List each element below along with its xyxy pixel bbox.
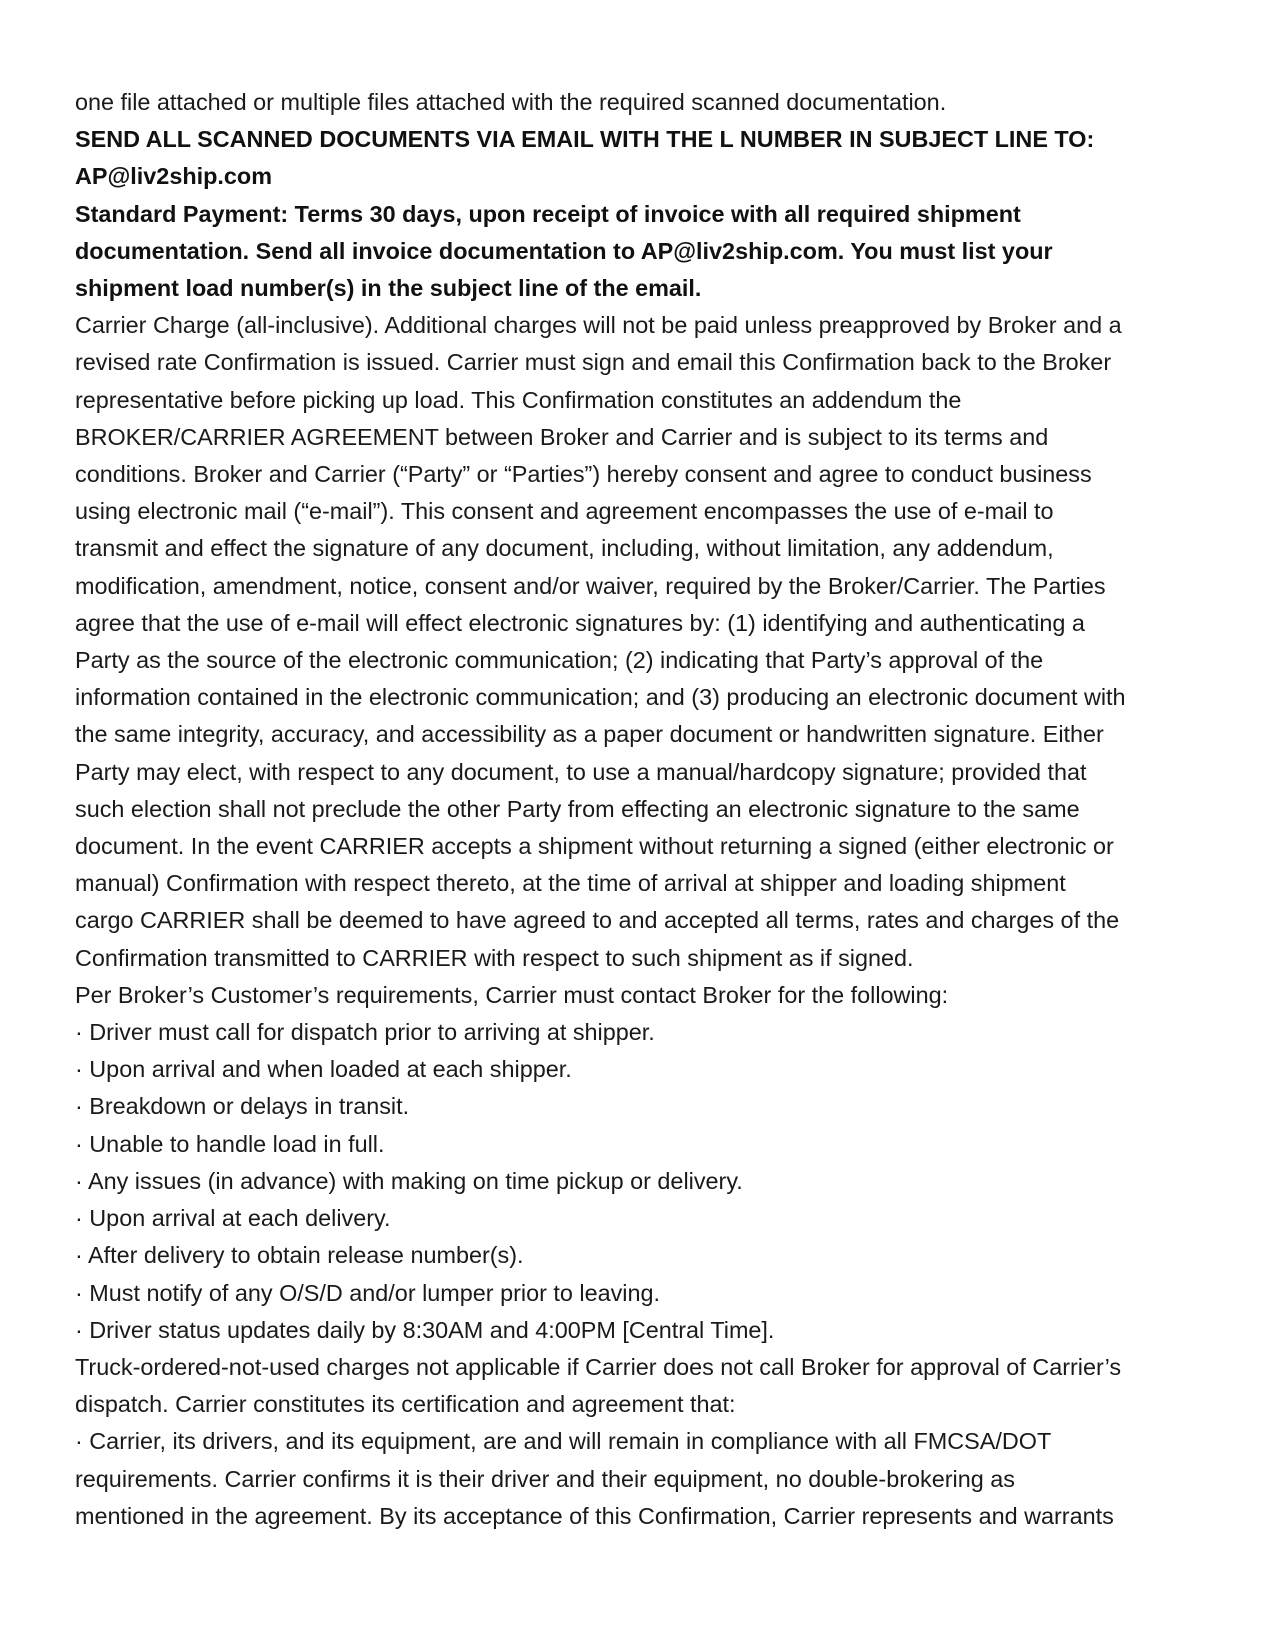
agreement-line: agree that the use of e-mail will effect electronic signatures by: (1) identifying and authenticating a	[75, 609, 1085, 636]
email-address-line: AP@liv2ship.com	[75, 163, 272, 190]
agreement-line: conditions. Broker and Carrier (“Party” or “Parties”) hereby consent and agree to conduct business	[75, 461, 1092, 488]
agreement-line: revised rate Confirmation is issued. Carrier must sign and email this Confirmation back to the Broker	[75, 349, 1112, 376]
closing-line: requirements. Carrier confirms it is their driver and their equipment, no double-brokering as	[75, 1465, 1015, 1492]
agreement-line: representative before picking up load. This Confirmation constitutes an addendum the	[75, 386, 962, 413]
requirement-item: · Driver must call for dispatch prior to arriving at shipper.	[75, 1019, 655, 1046]
agreement-line: such election shall not preclude the other Party from effecting an electronic signature to the same	[75, 795, 1080, 822]
payment-terms-line: Standard Payment: Terms 30 days, upon receipt of invoice with all required shipment	[75, 200, 1021, 227]
agreement-line: the same integrity, accuracy, and accessibility as a paper document or handwritten signature. Either	[75, 721, 1104, 748]
agreement-line: Confirmation transmitted to CARRIER with respect to such shipment as if signed.	[75, 944, 914, 971]
requirement-item: · Upon arrival at each delivery.	[75, 1205, 391, 1232]
requirement-item: · Breakdown or delays in transit.	[75, 1093, 410, 1120]
payment-terms-line: shipment load number(s) in the subject line of the email.	[75, 275, 702, 302]
requirement-item: · After delivery to obtain release number(s).	[75, 1242, 524, 1269]
agreement-paragraph	[75, 307, 1205, 1014]
agreement-line: cargo CARRIER shall be deemed to have agreed to and accepted all terms, rates and charges of the	[75, 907, 1120, 934]
agreement-line: using electronic mail (“e-mail”). This consent and agreement encompasses the use of e-mail to	[75, 498, 1054, 525]
requirement-item: · Upon arrival and when loaded at each shipper.	[75, 1056, 572, 1083]
agreement-line: Carrier Charge (all-inclusive). Additional charges will not be paid unless preapproved by Broker and a	[75, 312, 1122, 339]
closing-line: mentioned in the agreement. By its acceptance of this Confirmation, Carrier represents and warrants	[75, 1502, 1114, 1529]
requirement-item: · Must notify of any O/S/D and/or lumper prior to leaving.	[75, 1279, 661, 1306]
email-instruction-line: SEND ALL SCANNED DOCUMENTS VIA EMAIL WITH THE L NUMBER IN SUBJECT LINE TO:	[75, 126, 1095, 153]
agreement-line: document. In the event CARRIER accepts a shipment without returning a signed (either electronic or	[75, 833, 1114, 860]
requirements-intro-line: Per Broker’s Customer’s requirements, Carrier must contact Broker for the following:	[75, 981, 949, 1008]
agreement-line: information contained in the electronic communication; and (3) producing an electronic document with	[75, 684, 1126, 711]
closing-paragraph	[75, 1349, 1205, 1535]
document-page	[75, 84, 1205, 1535]
requirement-item: · Unable to handle load in full.	[75, 1130, 385, 1157]
requirement-item: · Driver status updates daily by 8:30AM and 4:00PM [Central Time].	[75, 1316, 775, 1343]
payment-terms-line: documentation. Send all invoice documentation to AP@liv2ship.com. You must list your	[75, 237, 1053, 264]
agreement-line: modification, amendment, notice, consent and/or waiver, required by the Broker/Carrier. The Parties	[75, 572, 1106, 599]
requirements-list	[75, 1014, 1205, 1349]
agreement-line: transmit and effect the signature of any document, including, without limitation, any addendum,	[75, 535, 1054, 562]
intro-line: one file attached or multiple files attached with the required scanned documentation.	[75, 89, 947, 115]
closing-line: dispatch. Carrier constitutes its certification and agreement that:	[75, 1391, 736, 1418]
agreement-line: manual) Confirmation with respect thereto, at the time of arrival at shipper and loading shipment	[75, 870, 1066, 897]
agreement-line: BROKER/CARRIER AGREEMENT between Broker and Carrier and is subject to its terms and	[75, 423, 1049, 450]
agreement-line: Party may elect, with respect to any document, to use a manual/hardcopy signature; provided that	[75, 758, 1087, 785]
requirement-item: · Any issues (in advance) with making on time pickup or delivery.	[75, 1167, 743, 1194]
bold-instructions	[75, 121, 1205, 307]
closing-line: Truck-ordered-not-used charges not applicable if Carrier does not call Broker for approval of Carrier’s	[75, 1353, 1122, 1380]
agreement-line: Party as the source of the electronic communication; (2) indicating that Party’s approval of the	[75, 647, 1044, 674]
closing-line: · Carrier, its drivers, and its equipment, are and will remain in compliance with all FMCSA/DOT	[75, 1428, 1052, 1455]
